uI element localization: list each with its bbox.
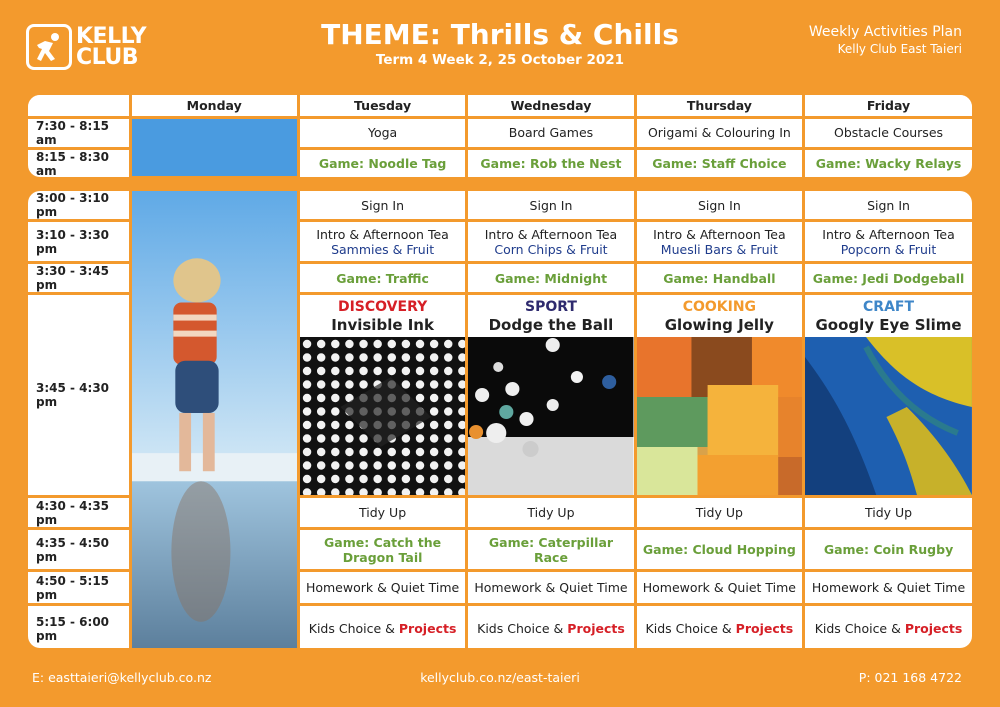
homework-cell: Homework & Quiet Time bbox=[298, 571, 466, 605]
time-slot: 4:30 - 4:35 pm bbox=[28, 497, 130, 529]
tidy-cell: Tidy Up bbox=[635, 497, 803, 529]
glowing-jelly-image bbox=[637, 337, 802, 495]
tea-food: Sammies & Fruit bbox=[331, 241, 435, 257]
homework-cell: Homework & Quiet Time bbox=[467, 571, 635, 605]
homework-cell: Homework & Quiet Time bbox=[635, 571, 803, 605]
projects-label: Projects bbox=[735, 621, 794, 637]
time-slot: 8:15 - 8:30 am bbox=[28, 148, 130, 177]
game-cell: Game: Catch the Dragon Tail bbox=[298, 529, 466, 571]
feature-activity: Googly Eye Slime bbox=[815, 316, 962, 334]
day-header: Wednesday bbox=[467, 95, 635, 117]
feature-cell-craft bbox=[804, 294, 972, 497]
tea-food: Corn Chips & Fruit bbox=[494, 241, 608, 257]
kids-choice-label: Kids Choice & bbox=[645, 621, 732, 637]
game-cell: Game: Staff Choice bbox=[635, 148, 803, 177]
time-slot: 3:30 - 3:45 pm bbox=[28, 263, 130, 294]
feature-activity: Invisible Ink bbox=[331, 316, 434, 334]
game-cell: Game: Cloud Hopping bbox=[635, 529, 803, 571]
tea-food: Popcorn & Fruit bbox=[840, 241, 937, 257]
kids-choice-label: Kids Choice & bbox=[814, 621, 901, 637]
category-label: DISCOVERY bbox=[337, 299, 428, 315]
sign-in-cell: Sign In bbox=[298, 191, 466, 221]
time-slot: 3:00 - 3:10 pm bbox=[28, 191, 130, 221]
projects-label: Projects bbox=[398, 621, 457, 637]
tidy-cell: Tidy Up bbox=[804, 497, 972, 529]
category-label: COOKING bbox=[682, 299, 757, 315]
day-header: Tuesday bbox=[298, 95, 466, 117]
feature-activity: Dodge the Ball bbox=[488, 316, 614, 334]
tea-cell bbox=[804, 221, 972, 263]
googly-slime-image bbox=[805, 337, 972, 495]
projects-label: Projects bbox=[567, 621, 625, 637]
plan-title: Weekly Activities Plan bbox=[808, 24, 962, 40]
theme-title: THEME: Thrills & Chills bbox=[321, 18, 679, 51]
club-name: Kelly Club East Taieri bbox=[837, 42, 962, 56]
activity-cell: Obstacle Courses bbox=[804, 117, 972, 148]
projects-label: Projects bbox=[904, 621, 963, 637]
activity-cell: Yoga bbox=[298, 117, 466, 148]
monday-photo-child-at-beach bbox=[130, 191, 298, 648]
morning-schedule bbox=[28, 95, 972, 177]
kids-choice-cell bbox=[804, 605, 972, 649]
tea-cell bbox=[635, 221, 803, 263]
footer-email[interactable]: E: easttaieri@kellyclub.co.nz bbox=[32, 670, 212, 685]
day-header: Thursday bbox=[635, 95, 803, 117]
day-header: Monday bbox=[130, 95, 298, 117]
game-cell: Game: Midnight bbox=[467, 263, 635, 294]
sign-in-cell: Sign In bbox=[804, 191, 972, 221]
tidy-cell: Tidy Up bbox=[298, 497, 466, 529]
plan-info bbox=[809, 24, 962, 56]
time-slot: 4:35 - 4:50 pm bbox=[28, 529, 130, 571]
footer-phone[interactable]: P: 021 168 4722 bbox=[858, 670, 962, 685]
game-cell: Game: Handball bbox=[635, 263, 803, 294]
time-slot: 3:10 - 3:30 pm bbox=[28, 221, 130, 263]
feature-cell-discovery bbox=[298, 294, 466, 497]
game-cell: Game: Traffic bbox=[298, 263, 466, 294]
kids-choice-label: Kids Choice & bbox=[477, 621, 564, 637]
sign-in-cell: Sign In bbox=[635, 191, 803, 221]
activity-cell: Origami & Colouring In bbox=[635, 117, 803, 148]
kids-choice-cell bbox=[635, 605, 803, 649]
time-slot: 3:45 - 4:30 pm bbox=[28, 294, 130, 497]
dodge-ball-image bbox=[468, 337, 633, 495]
tea-cell bbox=[467, 221, 635, 263]
time-slot: 5:15 - 6:00 pm bbox=[28, 605, 130, 649]
corner-cell bbox=[28, 95, 130, 117]
monday-closed-cell bbox=[130, 117, 298, 177]
game-cell: Game: Rob the Nest bbox=[467, 148, 635, 177]
logo-text-line2: CLUB bbox=[76, 45, 139, 70]
kids-choice-label: Kids Choice & bbox=[308, 621, 395, 637]
invisible-ink-image bbox=[300, 337, 465, 495]
homework-cell: Homework & Quiet Time bbox=[804, 571, 972, 605]
tea-label: Intro & Afternoon Tea bbox=[316, 226, 449, 242]
beach-photo bbox=[132, 191, 297, 648]
logo-text-line1: KELLY bbox=[76, 24, 147, 49]
game-cell: Game: Caterpillar Race bbox=[467, 529, 635, 571]
feature-cell-sport bbox=[467, 294, 635, 497]
time-slot: 4:50 - 5:15 pm bbox=[28, 571, 130, 605]
afternoon-schedule bbox=[28, 191, 972, 648]
tea-label: Intro & Afternoon Tea bbox=[484, 226, 618, 242]
game-cell: Game: Coin Rugby bbox=[804, 529, 972, 571]
game-cell: Game: Noodle Tag bbox=[298, 148, 466, 177]
game-cell: Game: Jedi Dodgeball bbox=[804, 263, 972, 294]
category-label: CRAFT bbox=[863, 299, 915, 315]
tea-cell bbox=[298, 221, 466, 263]
time-slot: 7:30 - 8:15 am bbox=[28, 117, 130, 148]
sign-in-cell: Sign In bbox=[467, 191, 635, 221]
tea-food: Muesli Bars & Fruit bbox=[660, 241, 778, 257]
category-label: SPORT bbox=[525, 299, 577, 315]
day-header: Friday bbox=[804, 95, 972, 117]
kids-choice-cell bbox=[467, 605, 635, 649]
tidy-cell: Tidy Up bbox=[467, 497, 635, 529]
tea-label: Intro & Afternoon Tea bbox=[653, 226, 786, 242]
term-subtitle: Term 4 Week 2, 25 October 2021 bbox=[375, 52, 625, 68]
game-cell: Game: Wacky Relays bbox=[804, 148, 972, 177]
feature-cell-cooking bbox=[635, 294, 803, 497]
footer-website[interactable]: kellyclub.co.nz/east-taieri bbox=[420, 670, 580, 685]
feature-activity: Glowing Jelly bbox=[664, 316, 774, 334]
tea-label: Intro & Afternoon Tea bbox=[822, 226, 955, 242]
activity-cell: Board Games bbox=[467, 117, 635, 148]
kids-choice-cell bbox=[298, 605, 466, 649]
